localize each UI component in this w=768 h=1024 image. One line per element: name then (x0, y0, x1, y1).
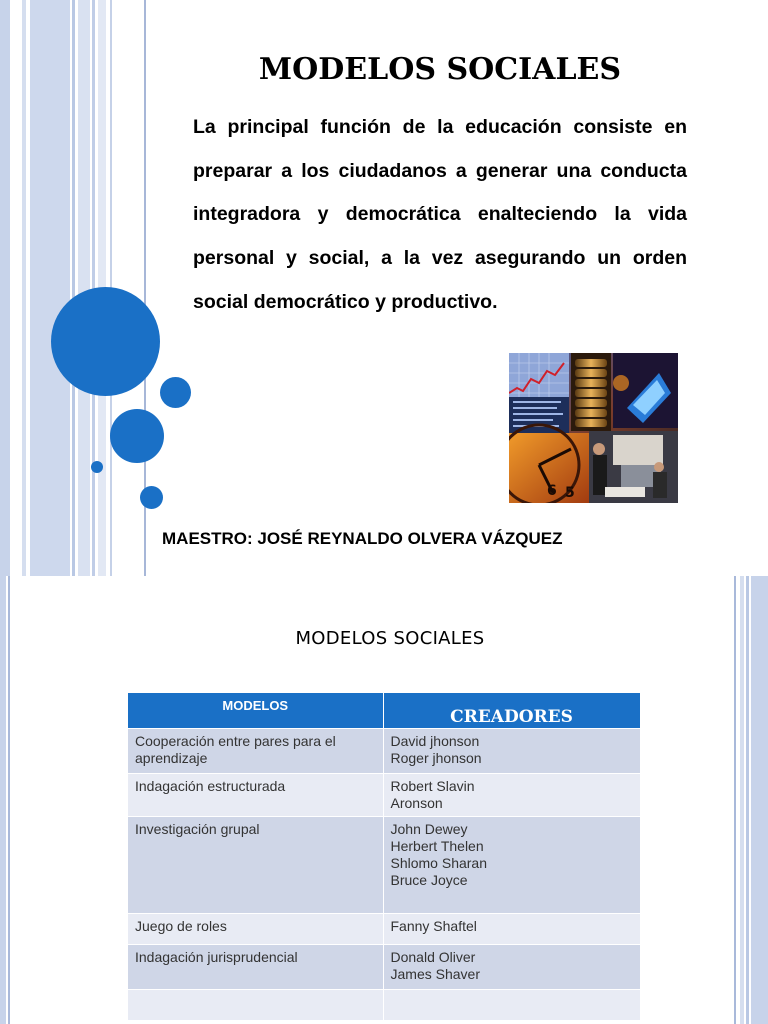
table-header-row (128, 693, 640, 729)
creador-name: Bruce Joyce (390, 872, 468, 888)
table-row (128, 914, 640, 945)
cell-modelo: Indagación jurisprudencial (128, 945, 383, 990)
creador-name: Donald Oliver (390, 949, 476, 965)
decorative-stripe (740, 576, 744, 1024)
creador-name: Shlomo Sharan (390, 855, 488, 871)
cell-creadores (383, 774, 640, 817)
teacher-name: MAESTRO: JOSÉ REYNALDO OLVERA VÁZQUEZ (162, 529, 563, 548)
small-circle-decoration (140, 486, 163, 509)
decorative-stripe (78, 0, 90, 576)
cell-modelo: Investigación grupal (128, 817, 383, 914)
collage-photo (509, 353, 678, 503)
slide-title: MODELOS SOCIALES (258, 52, 622, 87)
creador-name: Aronson (390, 795, 443, 811)
column-header-creadores: CREADORES (383, 693, 640, 729)
cell-modelo (128, 990, 383, 1021)
cell-modelo: Cooperación entre pares para el aprendizaje (128, 729, 383, 774)
table-row (128, 945, 640, 990)
decorative-stripe (751, 576, 768, 1024)
decorative-stripe (30, 0, 70, 576)
cell-creadores (383, 817, 640, 914)
decorative-stripe (746, 576, 749, 1024)
decorative-stripe (72, 0, 75, 576)
column-header-modelos: MODELOS (128, 693, 383, 729)
creador-name: John Dewey (390, 821, 468, 837)
creador-name: Herbert Thelen (390, 838, 484, 854)
cell-creadores (383, 729, 640, 774)
decorative-stripe (0, 576, 6, 1024)
cell-creadores (383, 914, 640, 945)
decorative-stripe (734, 576, 736, 1024)
cell-modelo: Indagación estructurada (128, 774, 383, 817)
cell-creadores (383, 945, 640, 990)
small-circle-decoration (160, 377, 191, 408)
cell-modelo: Juego de roles (128, 914, 383, 945)
creador-name: Robert Slavin (390, 778, 475, 794)
creador-name: David jhonson (390, 733, 480, 749)
creador-name: Fanny Shaftel (390, 918, 477, 934)
creador-name: James Shaver (390, 966, 480, 982)
svg-text:5: 5 (565, 485, 575, 501)
decorative-stripe (22, 0, 26, 576)
table-row (128, 729, 640, 774)
tiny-circle-decoration (91, 461, 103, 473)
large-circle-decoration (51, 287, 160, 396)
table-slide-title: MODELOS SOCIALES (295, 628, 485, 649)
table-row (128, 817, 640, 914)
medium-circle-decoration (110, 409, 164, 463)
cell-creadores (383, 990, 640, 1021)
svg-text:6: 6 (547, 483, 557, 499)
models-table (128, 693, 641, 1021)
table-row (128, 990, 640, 1021)
slide-2 (0, 576, 768, 1024)
creador-name: Roger jhonson (390, 750, 482, 766)
decorative-stripe (8, 576, 10, 1024)
left-stripe-background (0, 0, 10, 576)
table-row (128, 774, 640, 817)
intro-paragraph: La principal función de la educación consiste en preparar a los ciudadanos a generar una conducta integradora y democrática enalteciendo la vida personal y social, a la vez asegurando un orden social democrático y productivo. (193, 116, 687, 313)
